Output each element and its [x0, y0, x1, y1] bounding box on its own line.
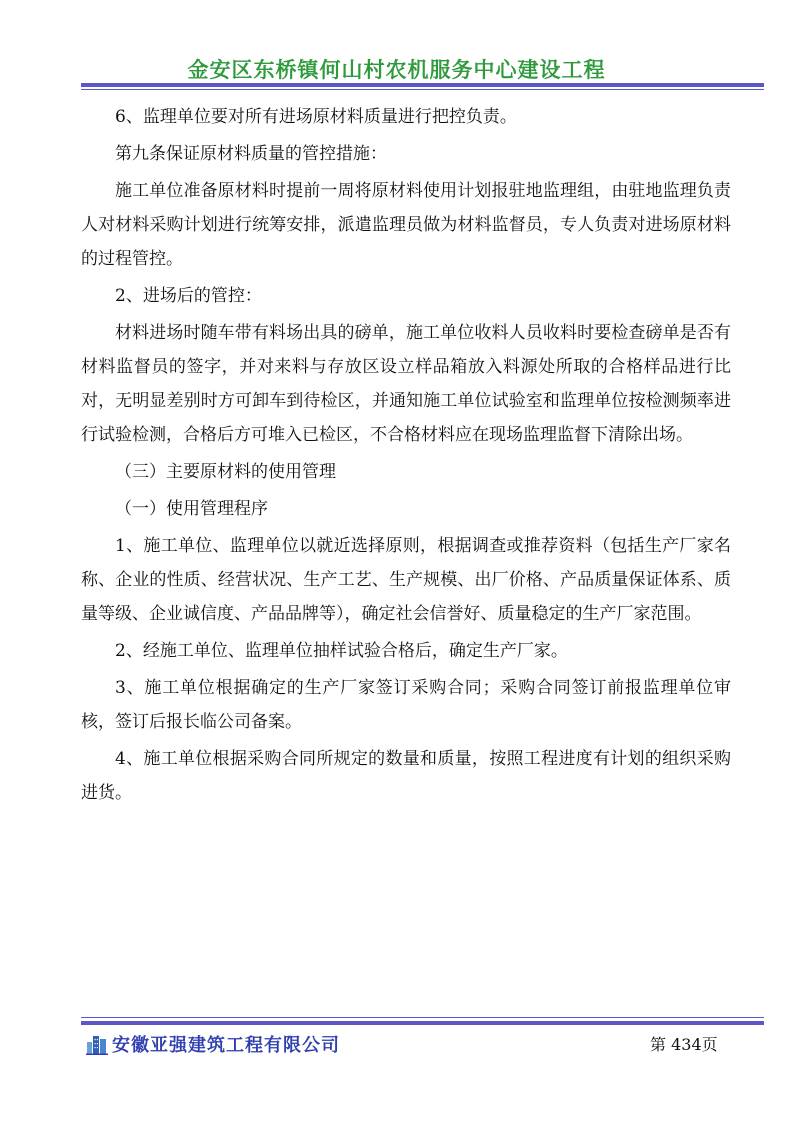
document-body: [81, 100, 731, 810]
paragraph: 4、施工单位根据采购合同所规定的数量和质量，按照工程进度有计划的组织采购进货。: [81, 749, 731, 803]
company-name: 安徽亚强建筑工程有限公司: [112, 1035, 340, 1056]
paragraph: 第九条保证原材料质量的管控措施：: [115, 144, 387, 164]
paragraph: 2、进场后的管控：: [115, 286, 262, 306]
footer-company: [86, 1031, 340, 1057]
paragraph: 材料进场时随车带有料场出具的磅单，施工单位收料人员收料时要检查磅单是否有材料监督员的签字，并对来料与存放区设立样品箱放入料源处所取的合格样品进行比对，无明显差别时方可卸车到待检区，并通知施工单位试验室和监理单位按检测频率进行试验检测，合格后方可堆入已检区，不合格材料应在现场监理监督下清除出场。: [81, 323, 731, 445]
paragraph: 3、施工单位根据确定的生产厂家签订采购合同；采购合同签订前报监理单位审核，签订后报长临公司备案。: [81, 678, 731, 732]
header-title: 金安区东桥镇何山村农机服务中心建设工程: [187, 58, 606, 82]
page-number: 第 434页: [650, 1035, 718, 1054]
header-rule-thick: [81, 83, 764, 87]
paragraph: 1、施工单位、监理单位以就近选择原则，根据调查或推荐资料（包括生产厂家名称、企业的性质、经营状况、生产工艺、生产规模、出厂价格、产品质量保证体系、质量等级、企业诚信度、产品品牌等），确定社会信誉好、质量稳定的生产厂家范围。: [81, 536, 731, 624]
footer-rule-thin: [81, 1017, 764, 1018]
paragraph: 施工单位准备原材料时提前一周将原材料使用计划报驻地监理组，由驻地监理负责人对材料采购计划进行统筹安排，派遣监理员做为材料监督员，专人负责对进场原材料的过程管控。: [81, 181, 731, 269]
building-logo-icon: [86, 1033, 108, 1055]
paragraph: 6、监理单位要对所有进场原材料质量进行把控负责。: [115, 107, 517, 127]
paragraph: （三）主要原材料的使用管理: [115, 462, 336, 482]
header-rule-thin: [81, 89, 764, 90]
paragraph: 2、经施工单位、监理单位抽样试验合格后，确定生产厂家。: [115, 641, 568, 661]
footer-rule-thick: [81, 1021, 764, 1025]
paragraph: （一）使用管理程序: [115, 499, 268, 519]
